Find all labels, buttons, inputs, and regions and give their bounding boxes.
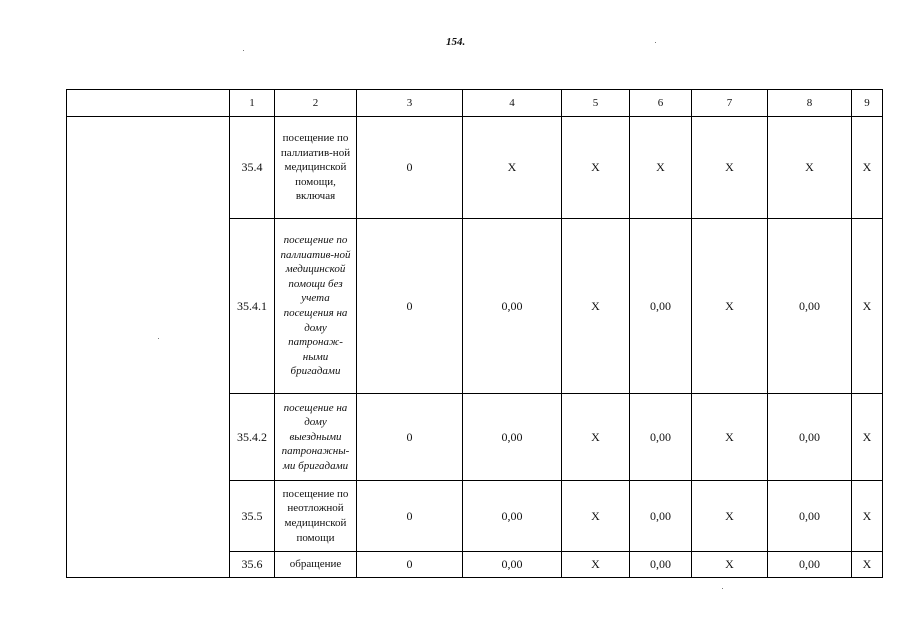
row-code: 35.4.2 <box>230 394 275 481</box>
row-code: 35.6 <box>230 552 275 578</box>
cell-col5: X <box>562 394 630 481</box>
cell-col4: 0,00 <box>463 552 562 578</box>
page-number: 154. <box>446 36 466 48</box>
cell-col7: X <box>692 394 768 481</box>
scan-dot <box>722 588 723 589</box>
cell-col5: X <box>562 219 630 394</box>
header-cell: 3 <box>357 90 463 117</box>
data-table <box>66 89 883 578</box>
cell-col6: 0,00 <box>630 481 692 552</box>
cell-col4: X <box>463 117 562 219</box>
cell-col4: 0,00 <box>463 219 562 394</box>
cell-col7: X <box>692 219 768 394</box>
cell-col3: 0 <box>357 219 463 394</box>
cell-col9: X <box>852 117 883 219</box>
cell-col3: 0 <box>357 394 463 481</box>
cell-col6: 0,00 <box>630 552 692 578</box>
cell-col7: X <box>692 117 768 219</box>
cell-col7: X <box>692 552 768 578</box>
header-cell: 4 <box>463 90 562 117</box>
cell-col8: 0,00 <box>768 394 852 481</box>
header-cell: 5 <box>562 90 630 117</box>
cell-col9: X <box>852 219 883 394</box>
row-code: 35.4 <box>230 117 275 219</box>
cell-col5: X <box>562 117 630 219</box>
row-description: посещение по паллиатив-ной медицинской помощи без учета посещения на дому патронаж-ными бригадами <box>275 219 357 394</box>
header-cell: 6 <box>630 90 692 117</box>
cell-col4: 0,00 <box>463 481 562 552</box>
row-description: посещение по неотложной медицинской помощи <box>275 481 357 552</box>
cell-col4: 0,00 <box>463 394 562 481</box>
cell-col9: X <box>852 552 883 578</box>
row-description: обращение <box>275 552 357 578</box>
scan-dot <box>243 50 244 51</box>
header-row <box>67 90 883 117</box>
table-row <box>67 117 883 219</box>
cell-col8: 0,00 <box>768 481 852 552</box>
header-cell <box>67 90 230 117</box>
cell-col8: X <box>768 117 852 219</box>
header-cell: 2 <box>275 90 357 117</box>
cell-col6: 0,00 <box>630 394 692 481</box>
row-description: посещение на дому выездными патронажны-ми бригадами <box>275 394 357 481</box>
cell-col9: X <box>852 481 883 552</box>
cell-col3: 0 <box>357 117 463 219</box>
cell-col9: X <box>852 394 883 481</box>
cell-col6: X <box>630 117 692 219</box>
header-cell: 9 <box>852 90 883 117</box>
cell-col7: X <box>692 481 768 552</box>
row-code: 35.5 <box>230 481 275 552</box>
cell-col5: X <box>562 481 630 552</box>
cell-col5: X <box>562 552 630 578</box>
cell-col6: 0,00 <box>630 219 692 394</box>
row-description: посещение по паллиатив-ной медицинской помощи, включая <box>275 117 357 219</box>
row-code: 35.4.1 <box>230 219 275 394</box>
cell-col8: 0,00 <box>768 219 852 394</box>
header-cell: 8 <box>768 90 852 117</box>
merged-blank-cell <box>67 117 230 578</box>
cell-col3: 0 <box>357 552 463 578</box>
header-cell: 7 <box>692 90 768 117</box>
cell-col8: 0,00 <box>768 552 852 578</box>
header-cell: 1 <box>230 90 275 117</box>
cell-col3: 0 <box>357 481 463 552</box>
scan-dot <box>655 42 656 43</box>
